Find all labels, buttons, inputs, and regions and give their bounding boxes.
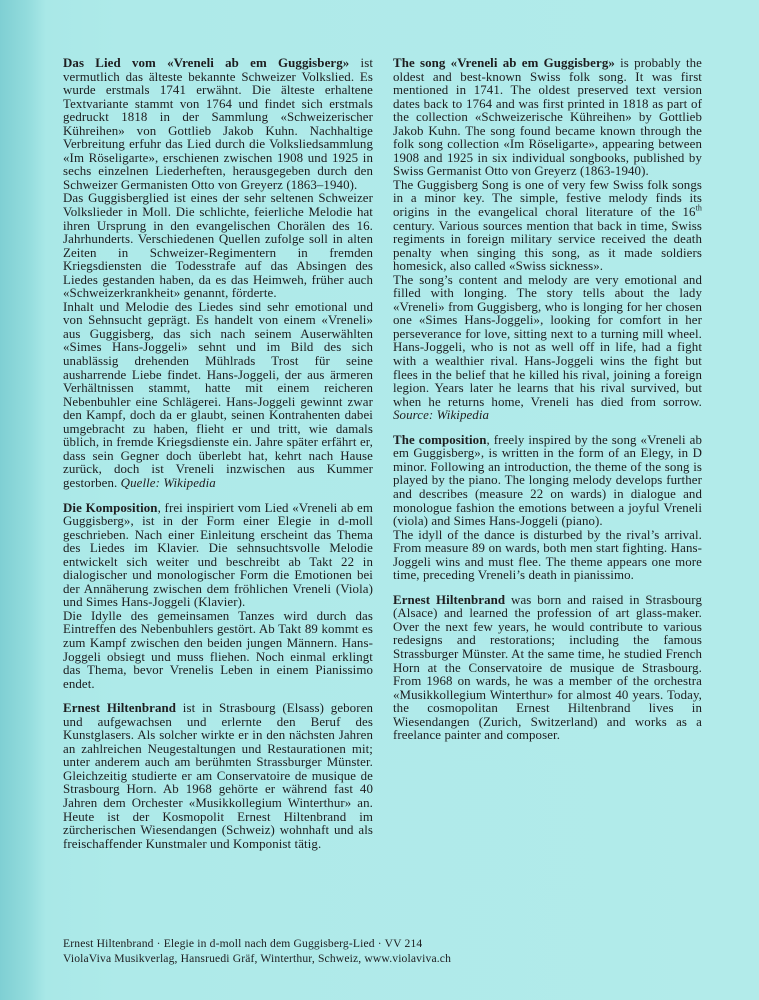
source-citation: Source: Wikipedia <box>393 408 490 423</box>
paragraph-lead: The composition <box>393 432 487 447</box>
paragraph <box>63 502 373 610</box>
footer-publisher-line: ViolaViva Musikverlag, Hansruedi Gräf, Winterthur, Schweiz, www.violaviva.ch <box>63 951 452 965</box>
paragraph-text: century. Various sources mention that back in time, Swiss regiments in foreign military service received the death penalty when singing this song, as it made soldiers homesick, also called «Swiss sickness». <box>393 218 702 274</box>
text-block-biography-en <box>393 594 702 743</box>
paragraph-text: Die Idylle des gemeinsamen Tanzes wird durch das Eintreffen des Nebenbuhlers gestört. Ab Takt 89 kommt es zum Kampf zwischen den beiden jungen Männern. Hans-Joggeli obsiegt und muss fliehen. Noch einmal erklingt das Thema, bevor Vrenelis Leben in einem Pianissimo endet. <box>63 608 373 691</box>
paragraph <box>393 179 702 274</box>
paragraph-text: Inhalt und Melodie des Liedes sind sehr emotional und von Sehnsucht geprägt. Es handelt von einem «Vreneli» aus Guggisberg, das sich nach seinem Auserwählten «Simes Hans-Joggeli» sehnt und im Bild des sich unablässig drehenden Mühlrads Trost für seine ausharrende Liebe findet. Hans-Joggeli, der aus ärmeren Verhältnissen stammt, hatte mit einem reicheren Nebenbuhler eine Schlägerei. Hans-Joggeli gewinnt zwar den Kampf, doch da er glaubt, seinen Kontrahenten dabei umgebracht zu haben, flieht er und tritt, wie damals üblich, in fremde Kriegsdienste ein. Jahre später erfährt er, dass sein Gegner doch überlebt hat, kehrt nach Hause zurück, doch ist Vreneli inzwischen aus Kummer gestorben. <box>63 299 373 490</box>
paragraph-lead: Die Komposition <box>63 500 158 515</box>
text-block-composition-de <box>63 502 373 692</box>
paragraph <box>393 434 702 529</box>
ordinal-superscript: th <box>695 203 702 213</box>
paragraph <box>393 57 702 179</box>
paragraph-text: ist vermutlich das älteste bekannte Schweizer Volkslied. Es wurde erstmals 1741 erwähnt. Die älteste erhaltene Textvariante stammt von 1764 und findet sich erstmals gedruckt 1818 in der Sammlung «Schweizerischer Kühreihen» von Gottlieb Jakob Kuhn. Nachhaltige Verbreitung erfuhr das Lied durch die Volksliedsammlung «Im Röseligarte», erschienen zwischen 1908 und 1925 in sechs einzelnen Liederheften, herausgegeben durch den Schweizer Germanisten Otto von Greyerz (1863–1940). <box>63 56 373 192</box>
paragraph-text: , freely inspired by the song «Vreneli ab em Guggisberg», is written in the form of an Elegy, in D minor. Following an introduction, the theme of the song is played by the piano. The longing melody develops further and describes (measure 22 on wards) in dialogue and monologue fashion the emotions between a joyful Vreneli (viola) and Simes Hans-Joggeli (piano). <box>393 432 702 529</box>
paragraph-lead: Das Lied vom «Vreneli ab em Guggisberg» <box>63 56 350 70</box>
paragraph <box>393 529 702 583</box>
paragraph-text: Das Guggisberglied ist eines der sehr seltenen Schweizer Volkslieder in Moll. Die schlichte, feierliche Melodie hat ihren Ursprung in den evangelischen Chorälen des 16. Jahrhunderts. Verschiedenen Quellen zufolge soll in alten Zeiten in Schweizer-Regimentern in fremden Kriegsdiensten die Todesstrafe auf das Absingen des Liedes gestanden haben, da es das Heimweh, früher auch «Schweizerkrankheit» genannt, förderte. <box>63 191 373 301</box>
paragraph-lead: Ernest Hiltenbrand <box>63 701 177 716</box>
german-text-column <box>63 57 373 851</box>
paragraph <box>63 192 373 300</box>
paragraph-text: , frei inspiriert vom Lied «Vreneli ab em Guggisberg», ist in der Form einer Elegie in d-moll geschrieben. Nach einer Einleitung erscheint das Thema des Liedes im Klavier. Die sehnsuchtsvolle Melodie entwickelt sich weiter und beschreibt ab Takt 22 in dialogischer und monologischer Form die Emotionen bei der Annäherung zwischen dem fröhlichen Vreneli (Viola) und Simes Hans-Joggeli (Klavier). <box>63 500 373 610</box>
paragraph-text: is probably the oldest and best-known Swiss folk song. It was first mentioned in 1741. The oldest preserved text version dates back to 1764 and was first printed in 1818 as part of the collection «Schweizerische Kühreihen» by Gottlieb Jakob Kuhn. The song found became known through the folk song collection «Im Röseligarte», appearing between 1908 and 1925 in six individual songbooks, published by Swiss Germanist Otto von Greyerz (1863-1940). <box>393 56 703 179</box>
text-block-composition-en <box>393 434 702 583</box>
paragraph <box>393 594 702 743</box>
footer-imprint <box>63 937 451 966</box>
paragraph-text: The song’s content and melody are very emotional and filled with longing. The story tells about the lady «Vreneli» from Guggisberg, who is longing for her chosen one «Simes Hans-Joggeli», looking for comfort in her perseverance for love, sitting next to a turning mill wheel. Hans-Joggeli, who is not as well off in life, had a fight with a wealthier rival. Hans-Joggeli wins the fight but flees in the belief that he killed his rival, joining a foreign legion. Years later he learns that his rival survived, but when he returns home, Vreneli has died from sorrow. <box>393 272 702 409</box>
paragraph <box>63 610 373 691</box>
text-block-biography-de <box>63 702 373 851</box>
paragraph <box>63 301 373 491</box>
paragraph-lead: Ernest Hiltenbrand <box>393 592 506 607</box>
paragraph <box>393 274 702 423</box>
paragraph-lead: The song «Vreneli ab em Guggisberg» <box>393 56 615 70</box>
paragraph <box>63 57 373 192</box>
footer-edition-line: Ernest Hiltenbrand · Elegie in d-moll nach dem Guggisberg-Lied · VV 214 <box>63 937 423 950</box>
english-text-column <box>393 57 702 743</box>
source-citation: Quelle: Wikipedia <box>120 475 216 490</box>
paragraph-text: The Guggisberg Song is one of very few Swiss folk songs in a minor key. The simple, festive melody finds its origins in the evangelical choral literature of the 16 <box>393 177 702 220</box>
text-block-song-history-de <box>63 57 373 491</box>
text-block-song-history-en <box>393 57 702 423</box>
paragraph-text: was born and raised in Strasbourg (Alsace) and learned the profession of art glass-maker. Over the next few years, he would contribute to various redesigns and restorations; including the famous Strassburger Münster. At the same time, he studied French Horn at the Conservatoire de musique de Strasbourg. From 1968 on wards, he was a member of the orchestra «Musikkollegium Winterthur» for almost 40 years. Today, the cosmopolitan Ernest Hiltenbrand lives in Wiesendangen (Zurich, Switzerland) and works as a freelance painter and composer. <box>393 592 702 743</box>
paragraph-text: The idyll of the dance is disturbed by the rival’s arrival. From measure 89 on wards, both men start fighting. Hans-Joggeli wins and must flee. The theme appears one more time, preceding Vreneli’s death in pianissimo. <box>393 527 702 583</box>
paragraph <box>63 702 373 851</box>
paragraph-text: ist in Strasbourg (Elsass) geboren und aufgewachsen und erlernte den Beruf des Kunstglasers. Als solcher wirkte er in den nächsten Jahren an zahlreichen Neugestaltungen und Restaurationen mit; unter anderem auch am berühmten Strassburger Münster. Gleichzeitig studierte er am Conservatoire de musique de Strasbourg Horn. Ab 1968 gehörte er während fast 40 Jahren dem Orchester «Musikkollegium Winterthur» an. Heute ist der Kosmopolit Ernest Hiltenbrand im zürcherischen Wiesendangen (Schweiz) wohnhaft und als freischaffender Kunstmaler und Komponist tätig. <box>63 701 373 851</box>
